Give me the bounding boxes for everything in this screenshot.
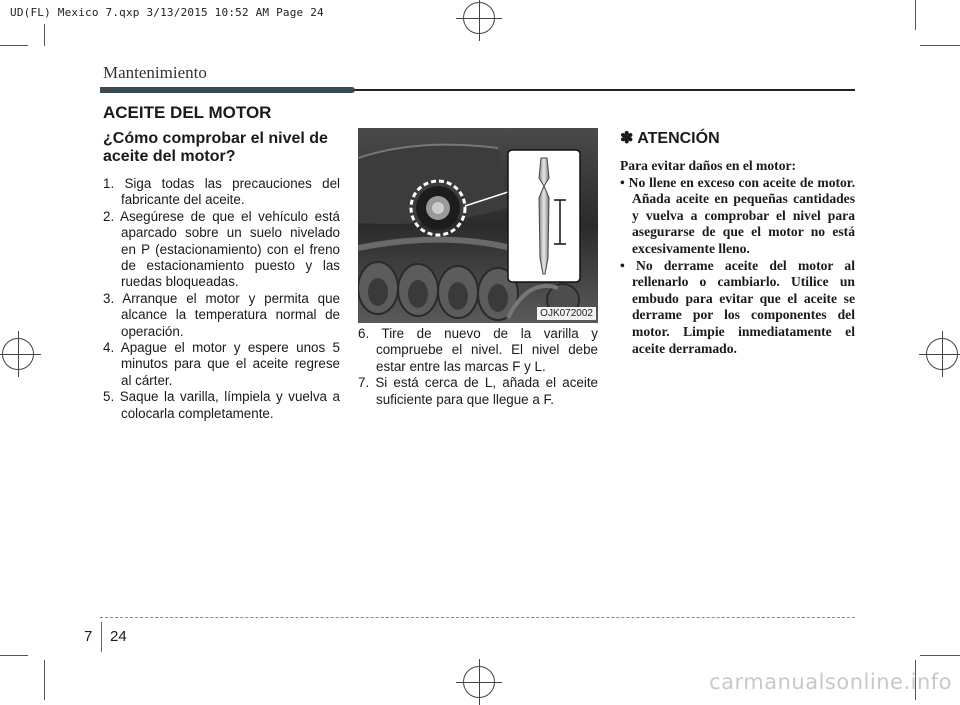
steps-list [103,176,340,422]
page-divider [101,622,102,652]
crop-mark [920,655,960,656]
list-item: 3. Arranque el motor y permita que alcance la temperatura normal de operación. [103,290,340,339]
section-label: Mantenimiento [103,63,207,82]
crop-mark [44,24,45,46]
attention-box [620,128,855,357]
figure-code: OJK072002 [537,307,596,320]
attention-title: ✽ ATENCIÓN [620,130,720,147]
attention-list [620,175,855,358]
list-item: 4. Apague el motor y espere unos 5 minutos para que el aceite regrese al cárter. [103,340,340,388]
list-item: • No derrame aceite del motor al rellenarlo o cambiarlo. Utilice un embudo para evitar que el aceite se derrame por los componentes del motor. Limpie inmediatamente el aceite derramado. [620,257,855,356]
engine-dipstick-figure [358,128,598,323]
attention-intro: Para evitar daños en el motor: [620,158,797,173]
page-number: 24 [110,628,127,645]
chapter-number: 7 [84,628,93,645]
crop-mark [44,660,45,700]
list-item: • No llene en exceso con aceite de motor. Añada aceite en pequeñas cantidades y vuelva a comprobar el nivel para asegurarse de que el motor no está excesivamente lleno. [620,174,855,256]
list-item: 7. Si está cerca de L, añada el aceite suficiente para que llegue a F. [358,375,598,407]
print-slug: UD(FL) Mexico 7.qxp 3/13/2015 10:52 AM Page 24 [10,6,324,19]
crop-mark [0,655,28,656]
page-title: ACEITE DEL MOTOR [103,103,272,122]
column-1 [103,130,340,422]
list-item: 2. Asegúrese de que el vehículo está aparcado sobre un suelo nivelado en P (estacionamiento) con el freno de estacionamiento puesto y las ruedas bloqueadas. [103,208,340,290]
list-item: 1. Siga todas las precauciones del fabricante del aceite. [103,176,340,208]
registration-mark [2,338,34,370]
watermark: carmanualsonline.info [709,670,952,694]
list-item: 6. Tire de nuevo de la varilla y compruebe el nivel. El nivel debe estar entre las marcas F y L. [358,326,598,374]
list-item: 5. Saque la varilla, límpiela y vuelva a colocarla completamente. [103,389,340,421]
registration-mark [463,2,495,34]
registration-mark [463,666,495,698]
footer-rule [100,617,855,618]
subtitle: ¿Cómo comprobar el nivel de aceite del motor? [103,130,328,165]
crop-mark [920,45,960,46]
crop-mark [0,45,28,46]
crop-mark [915,0,916,30]
steps-list-continued [358,326,598,408]
registration-mark [926,338,958,370]
header-bar [100,87,355,93]
column-2 [358,326,598,408]
engine-illustration [358,128,598,323]
